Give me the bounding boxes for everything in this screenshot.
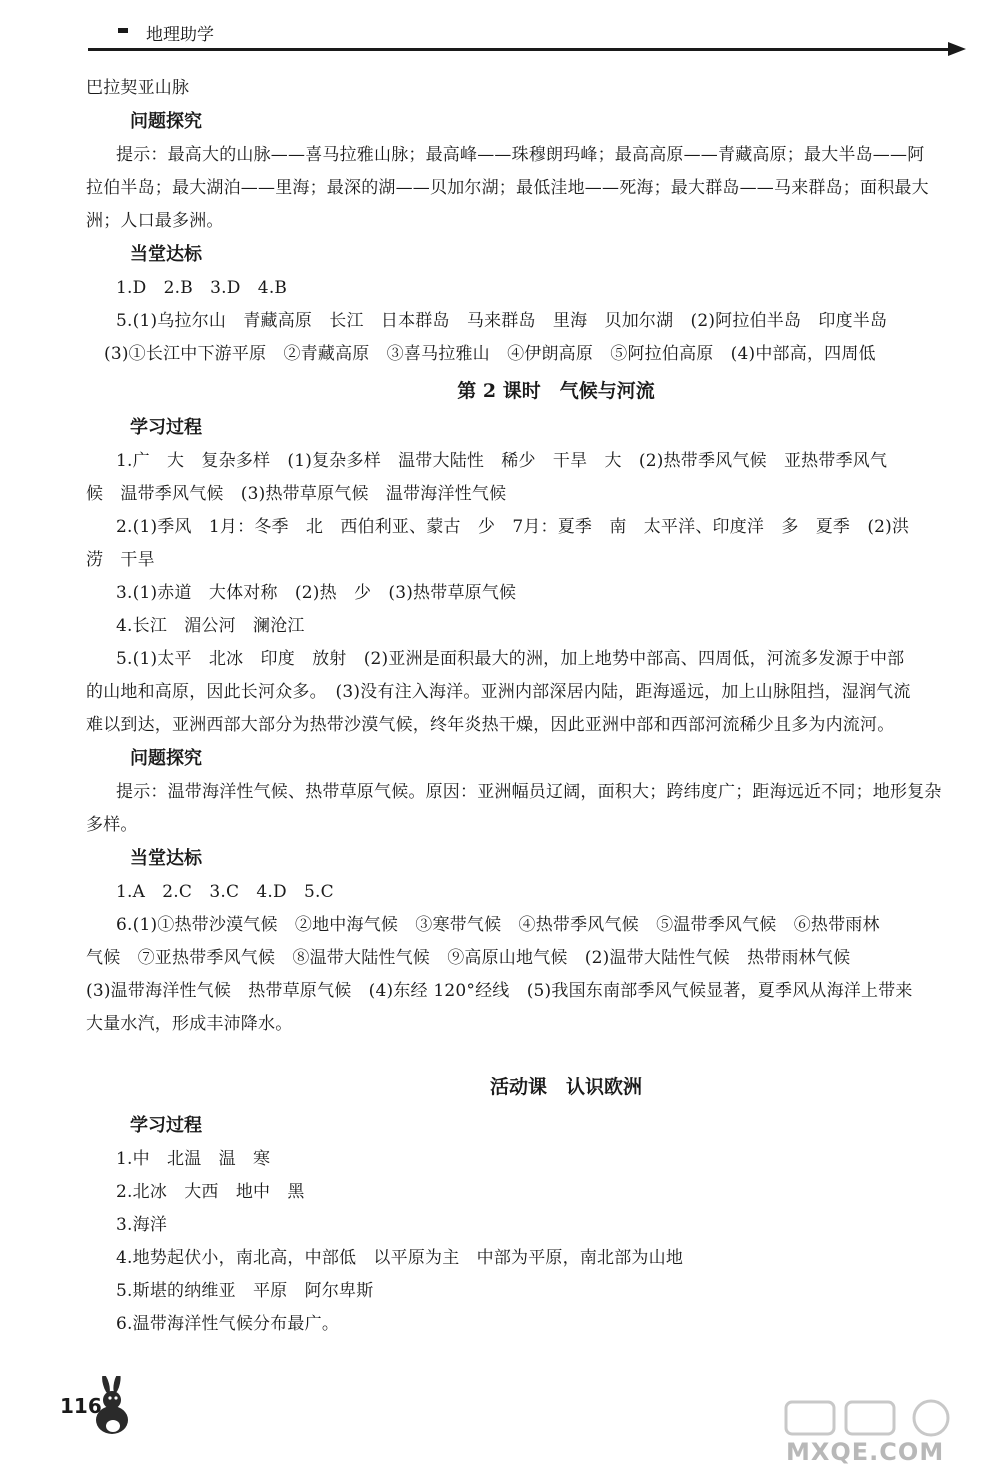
text-line: 大量水汽，形成丰沛降水。 — [86, 1014, 293, 1034]
watermark-url: MXQE.COM — [786, 1438, 945, 1466]
text-line: 5.(1)太平 北冰 印度 放射 (2)亚洲是面积最大的洲，加上地势中部高、四周低，河流多发源于中部 — [116, 649, 905, 669]
text-line: 拉伯半岛；最大湖泊——里海；最深的湖——贝加尔湖；最低洼地——死海；最大群岛——马来群岛；面积最大 — [86, 178, 929, 198]
section-heading: 问题探究 — [130, 111, 202, 132]
text-line: 2.北冰 大西 地中 黑 — [116, 1182, 305, 1202]
text-line: 提示：温带海洋性气候、热带草原气候。原因：亚洲幅员辽阔，面积大；跨纬度广；距海远近不同；地形复杂 — [116, 782, 942, 802]
section-heading: 当堂达标 — [130, 244, 202, 265]
text-line: (3)①长江中下游平原 ②青藏高原 ③喜马拉雅山 ④伊朗高原 ⑤阿拉伯高原 (4)中部高，四周低 — [104, 344, 876, 364]
lesson-title: 第 2 课时 气候与河流 — [457, 380, 655, 402]
header-rule — [88, 48, 950, 51]
page-content — [86, 72, 966, 1341]
text-line: 3.海洋 — [116, 1215, 168, 1235]
text-line: (3)温带海洋性气候 热带草原气候 (4)东经 120°经线 (5)我国东南部季风气候显著，夏季风从海洋上带来 — [86, 981, 913, 1001]
text-line: 5.(1)乌拉尔山 青藏高原 长江 日本群岛 马来群岛 里海 贝加尔湖 (2)阿拉伯半岛 印度半岛 — [116, 311, 888, 331]
section-heading: 问题探究 — [130, 748, 202, 769]
text-line: 1.A 2.C 3.C 4.D 5.C — [116, 882, 334, 902]
section-heading: 学习过程 — [130, 1115, 202, 1136]
header-mark — [118, 28, 128, 33]
text-line: 巴拉契亚山脉 — [86, 78, 190, 98]
text-line: 2.(1)季风 1月：冬季 北 西伯利亚、蒙古 少 7月：夏季 南 太平洋、印度洋 多 夏季 (2)洪 — [116, 517, 910, 537]
section-heading: 当堂达标 — [130, 848, 202, 869]
text-line: 多样。 — [86, 815, 138, 835]
text-line: 4.长江 湄公河 澜沧江 — [116, 616, 305, 636]
activity-title: 活动课 认识欧洲 — [489, 1076, 642, 1098]
text-line: 涝 干旱 — [86, 550, 155, 570]
text-line: 洲；人口最多洲。 — [86, 211, 224, 231]
text-line: 1.D 2.B 3.D 4.B — [116, 278, 288, 298]
text-line: 候 温带季风气候 (3)热带草原气候 温带海洋性气候 — [86, 484, 507, 504]
text-line: 1.中 北温 温 寒 — [116, 1149, 271, 1169]
page-number-badge — [56, 1376, 136, 1440]
section-heading: 学习过程 — [130, 417, 202, 438]
watermark-logo-icon — [776, 1398, 976, 1438]
text-line: 5.斯堪的纳维亚 平原 阿尔卑斯 — [116, 1281, 374, 1301]
page-header — [88, 16, 968, 56]
header-arrow-icon — [948, 42, 966, 56]
header-title: 地理助学 — [146, 25, 214, 45]
text-line: 4.地势起伏小，南北高，中部低 以平原为主 中部为平原，南北部为山地 — [116, 1248, 684, 1268]
text-line: 提示：最高大的山脉——喜马拉雅山脉；最高峰——珠穆朗玛峰；最高高原——青藏高原；最大半岛——阿 — [116, 145, 925, 165]
watermark — [776, 1398, 976, 1470]
page-number: 116 — [60, 1394, 102, 1418]
text-line: 难以到达，亚洲西部大部分为热带沙漠气候，终年炎热干燥，因此亚洲中部和西部河流稀少且多为内流河。 — [86, 715, 895, 735]
text-line: 6.温带海洋性气候分布最广。 — [116, 1314, 340, 1334]
text-line: 的山地和高原，因此长河众多。 (3)没有注入海洋。亚洲内部深居内陆，距海遥远，加上山脉阻挡，湿润气流 — [86, 682, 911, 702]
text-line: 气候 ⑦亚热带季风气候 ⑧温带大陆性气候 ⑨高原山地气候 (2)温带大陆性气候 热带雨林气候 — [86, 948, 851, 968]
text-line: 6.(1)①热带沙漠气候 ②地中海气候 ③寒带气候 ④热带季风气候 ⑤温带季风气候 ⑥热带雨林 — [116, 915, 880, 935]
text-line: 1.广 大 复杂多样 (1)复杂多样 温带大陆性 稀少 干旱 大 (2)热带季风气候 亚热带季风气 — [116, 451, 888, 471]
text-line: 3.(1)赤道 大体对称 (2)热 少 (3)热带草原气候 — [116, 583, 517, 603]
